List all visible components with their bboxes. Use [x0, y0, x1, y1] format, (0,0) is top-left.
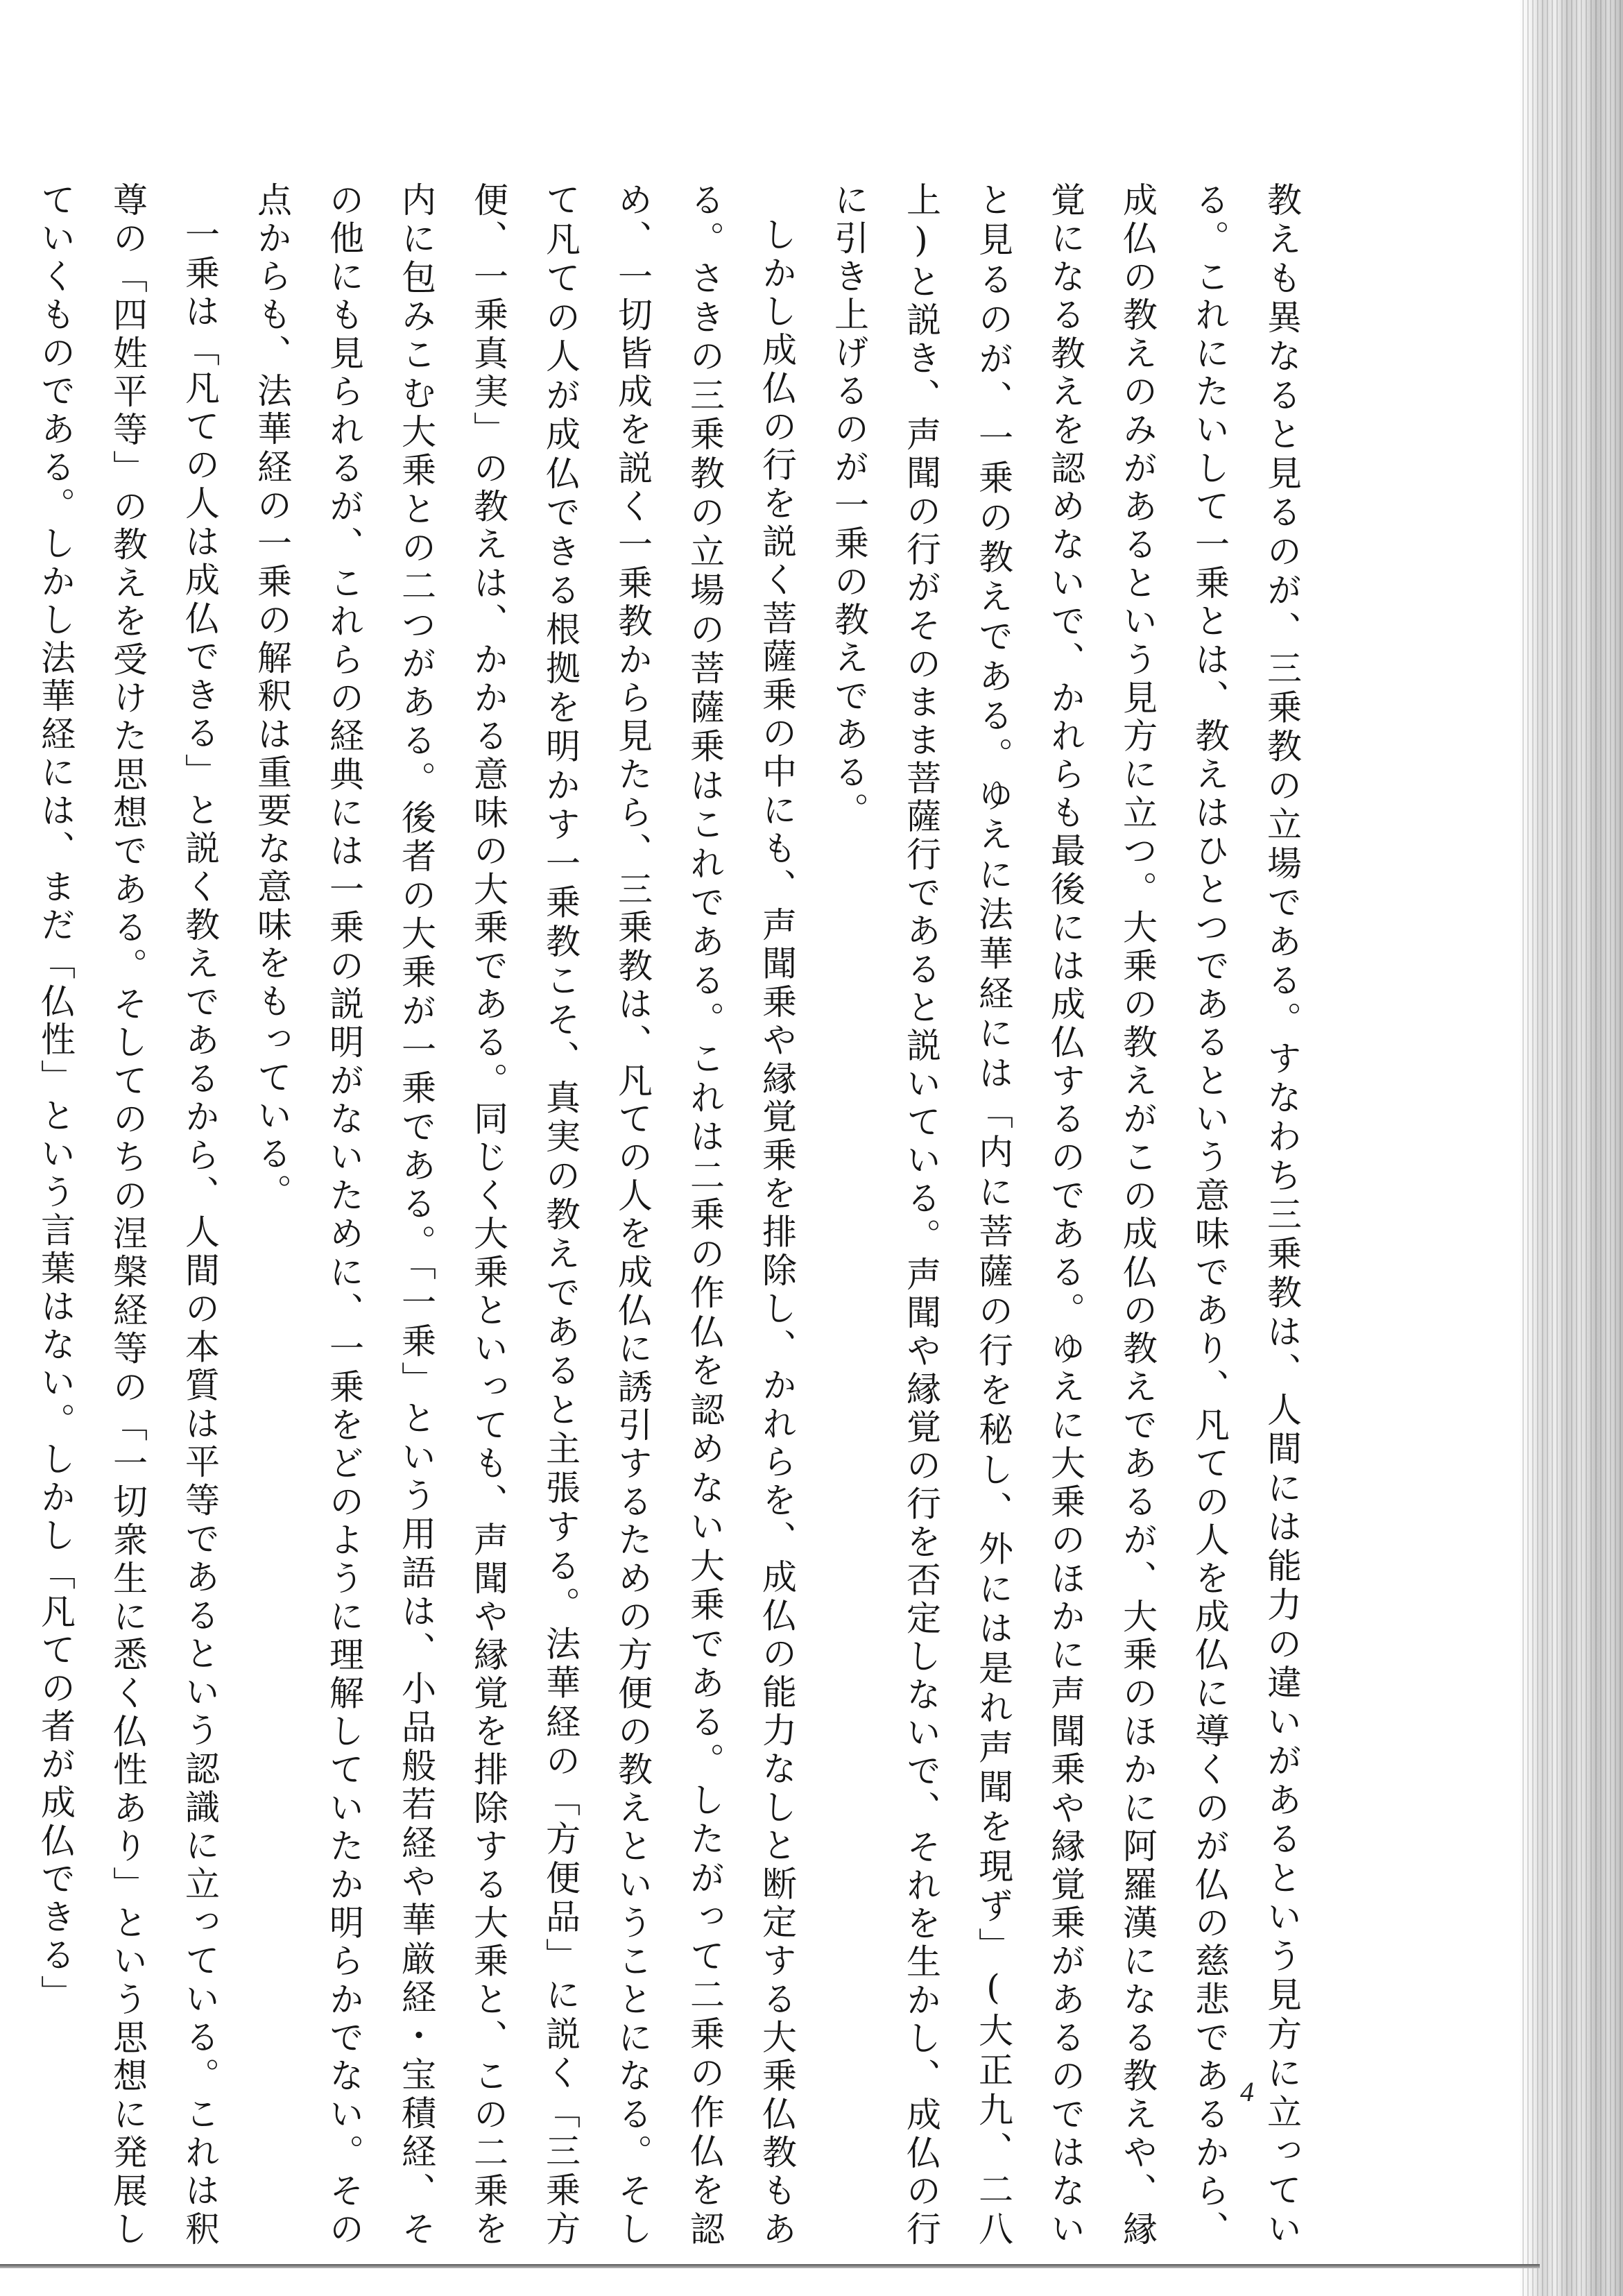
vertical-body-text: [35, 182, 1318, 2250]
page-number: 4: [1240, 2076, 1254, 2107]
book-spine-page-lines: [1519, 0, 1623, 2296]
paragraph-3: 一乗は「凡ての人は成仏できる」と説く教えであるから、人間の本質は平等であるという認識に立っている。これは釈尊の「四姓平等」の教えを受けた思想である。そしてのちの涅槃経等の「一切衆生に悉く仏性あり」という思想に発展していくものである。しかし法華経には、まだ「仏性」という言葉はない。しかし「凡ての者が成仏できる」: [35, 182, 220, 2250]
paragraph-2: しかし成仏の行を説く菩薩乗の中にも、声聞乗や縁覚乗を排除し、かれらを、成仏の能力なしと断定する大乗仏教もある。さきの三乗教の立場の菩薩乗はこれである。これは二乗の作仏を認めない大乗である。したがって二乗の作仏を認め、一切皆成を説く一乗教から見たら、三乗教は、凡ての人を成仏に誘引するための方便の教えということになる。そして凡ての人が成仏できる根拠を明かす一乗教こそ、真実の教えであると主張する。法華経の「方便品」に説く「三乗方便、一乗真実」の教えは、かかる意味の大乗である。同じく大乗といっても、声聞や縁覚を排除する大乗と、この二乗を内に包みこむ大乗との二つがある。後者の大乗が一乗である。「一乗」という用語は、小品般若経や華厳経・宝積経、その他にも見られるが、これらの経典には一乗の説明がないために、一乗をどのように理解していたか明らかでない。その点からも、法華経の一乗の解釈は重要な意味をもっている。: [252, 182, 797, 2250]
paragraph-1: 教えも異なると見るのが、三乗教の立場である。すなわち三乗教は、人間には能力の違いがあるという見方に立っている。これにたいして一乗とは、教えはひとつであるという意味であり、凡ての人を成仏に導くのが仏の慈悲であるから、成仏の教えのみがあるという見方に立つ。大乗の教えがこの成仏の教えであるが、大乗のほかに阿羅漢になる教えや、縁覚になる教えを認めないで、かれらも最後には成仏するのである。ゆえに大乗のほかに声聞乗や縁覚乗があるのではないと見るのが、一乗の教えである。ゆえに法華経には「内に菩薩の行を秘し、外には是れ声聞を現ず」(大正九、二八上)と説き、声聞の行がそのまま菩薩行であると説いている。声聞や縁覚の行を否定しないで、それを生かし、成仏の行に引き上げるのが一乗の教えである。: [829, 182, 1302, 2250]
scan-bottom-edge: [0, 2264, 1540, 2268]
